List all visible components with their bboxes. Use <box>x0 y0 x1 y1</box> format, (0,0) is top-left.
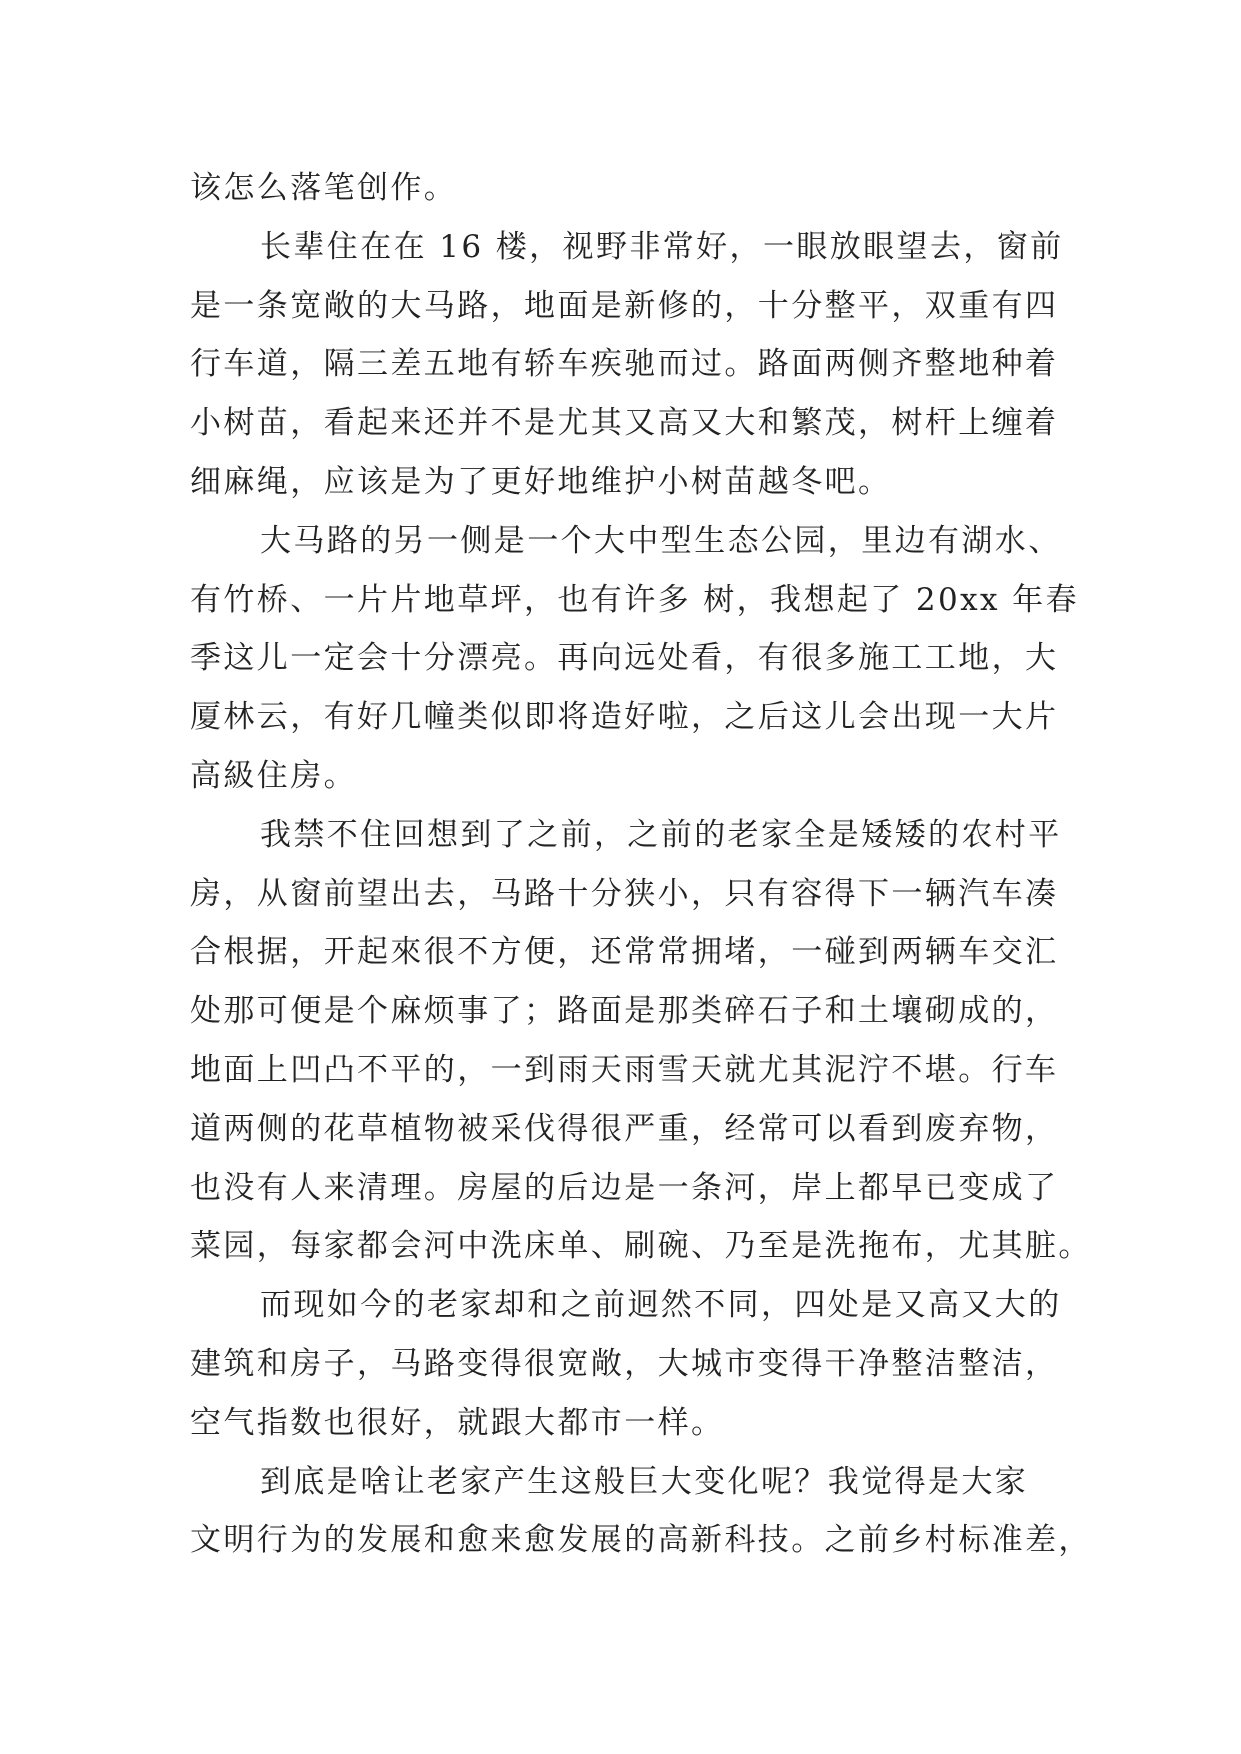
text-line: 高級住房。 <box>190 757 357 794</box>
text-line: 细麻绳，应该是为了更好地维护小树苗越冬吧。 <box>190 463 892 500</box>
text-line: 建筑和房子，马路变得很宽敞，大城市变得干净整洁整洁， <box>190 1345 1059 1382</box>
text-line: 菜园，每家都会河中洗床单、刷碗、乃至是洗拖布，尤其脏。 <box>190 1228 1092 1265</box>
text-line: 有竹桥、一片片地草坪，也有许多 树，我想起了 20xx 年春 <box>190 581 1079 618</box>
text-line: 文明行为的发展和愈来愈发展的高新科技。之前乡村标准差， <box>190 1522 1092 1559</box>
text-line: 我禁不住回想到了之前，之前的老家全是矮矮的农村平 <box>260 816 1062 853</box>
text-line: 季这儿一定会十分漂亮。再向远处看，有很多施工工地，大 <box>190 640 1059 677</box>
text-line: 该怎么落笔创作。 <box>190 170 458 206</box>
text-line: 空气指数也很好，就跟大都市一样。 <box>190 1404 725 1441</box>
text-line: 大马路的另一侧是一个大中型生态公园，里边有湖水、 <box>260 522 1062 559</box>
body-text <box>190 159 1092 1570</box>
text-line: 地面上凹凸不平的，一到雨天雨雪天就尤其泥泞不堪。行车 <box>190 1051 1059 1088</box>
text-line: 合根据，开起來很不方便，还常常拥堵，一碰到两辆车交汇 <box>190 934 1059 971</box>
text-line: 小树苗，看起来还并不是尤其又高又大和繁茂，树杆上缠着 <box>190 405 1059 442</box>
text-line: 到底是啥让老家产生这般巨大变化呢？我觉得是大家 <box>260 1463 1029 1500</box>
text-line: 行车道，隔三差五地有轿车疾驰而过。路面两侧齐整地种着 <box>190 346 1059 383</box>
text-line: 道两侧的花草植物被采伐得很严重，经常可以看到废弃物， <box>190 1110 1059 1147</box>
text-line: 处那可便是个麻烦事了；路面是那类碎石子和土壤砌成的， <box>190 993 1059 1030</box>
text-line: 而现如今的老家却和之前迥然不同，四处是又高又大的 <box>260 1287 1062 1324</box>
text-line: 是一条宽敞的大马路，地面是新修的，十分整平，双重有四 <box>190 287 1059 324</box>
text-line: 房，从窗前望出去，马路十分狭小，只有容得下一辆汽车凑 <box>190 875 1059 912</box>
text-line: 长辈住在在 16 楼，视野非常好，一眼放眼望去，窗前 <box>260 228 1064 265</box>
text-line: 厦林云，有好几幢类似即将造好啦，之后这儿会出现一大片 <box>190 699 1059 736</box>
text-line: 也没有人来清理。房屋的后边是一条河，岸上都早已变成了 <box>190 1169 1059 1206</box>
